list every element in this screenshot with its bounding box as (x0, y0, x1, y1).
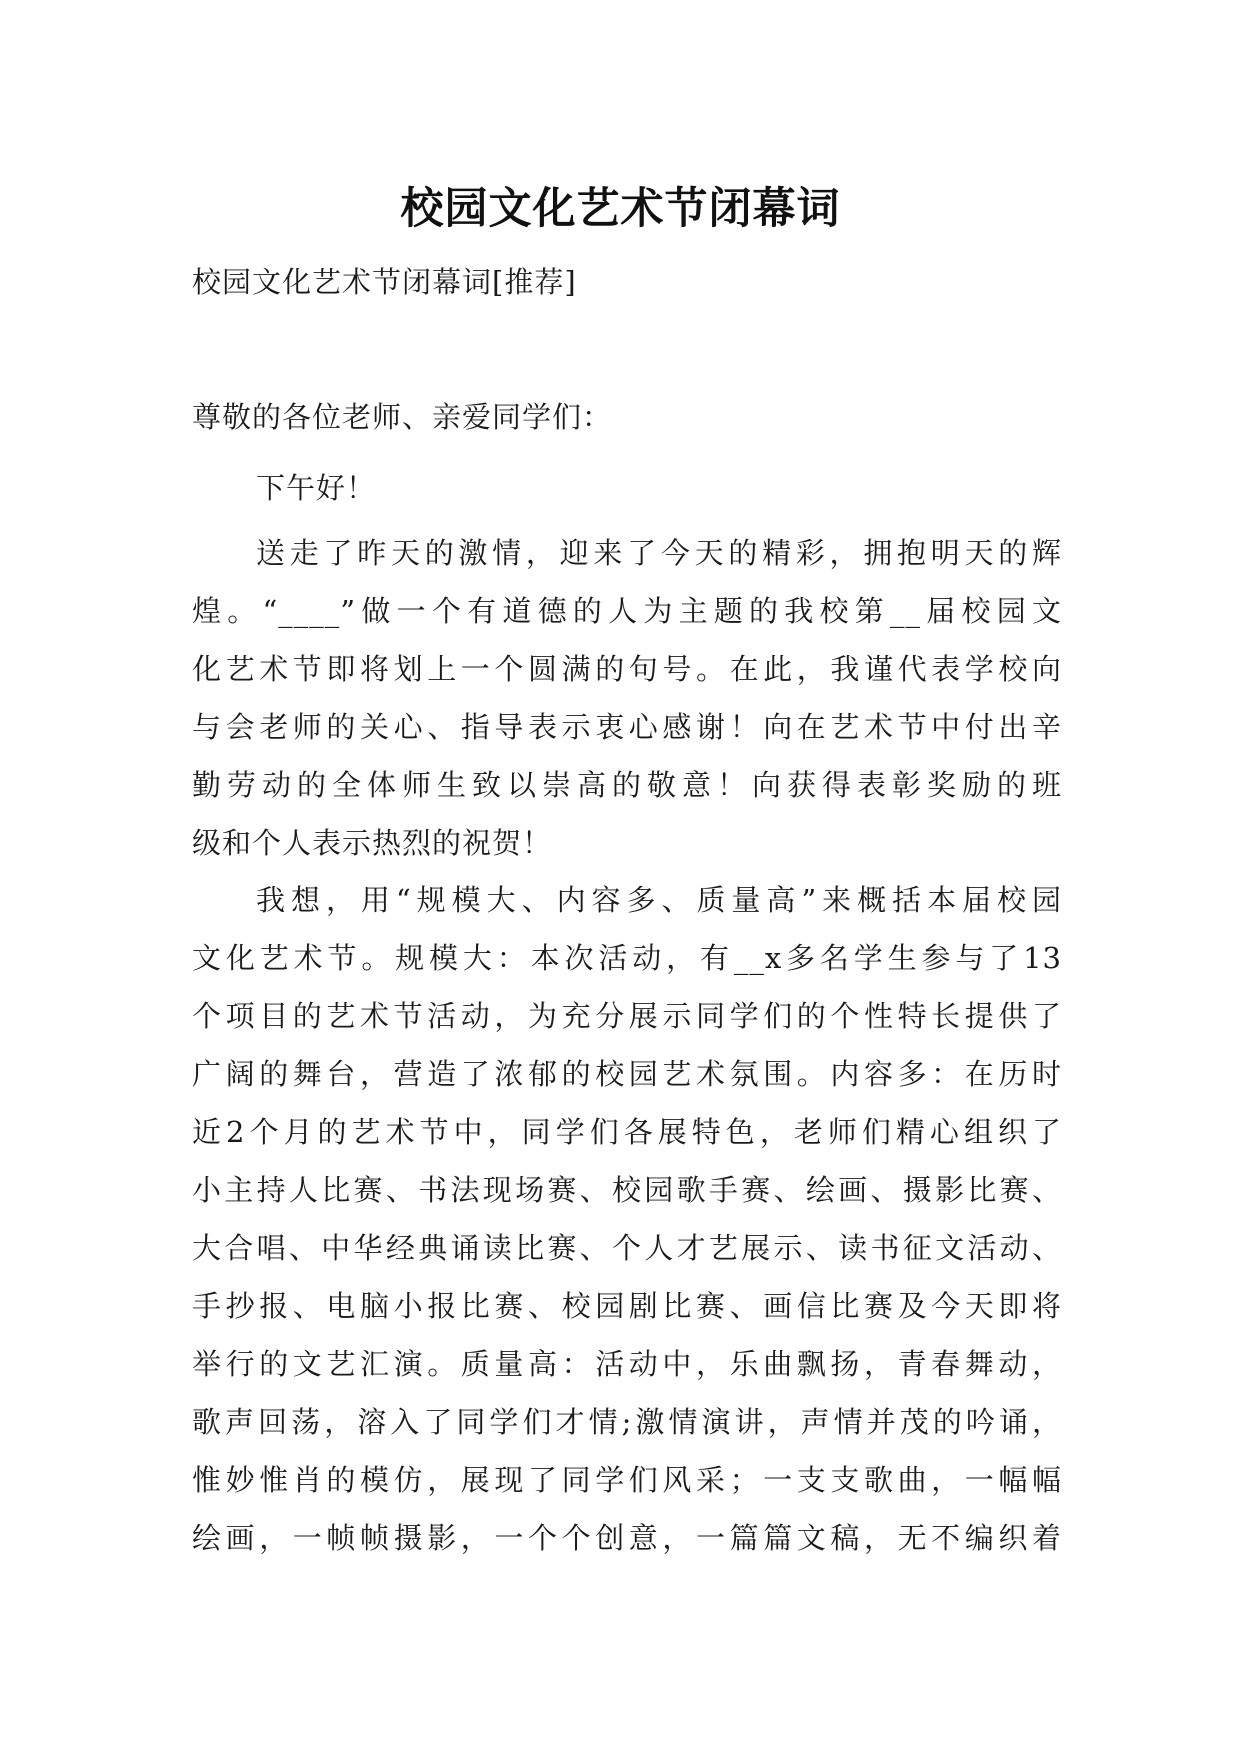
paragraph-line: 化艺术节即将划上一个圆满的句号。在此，我谨代表学校向 (192, 652, 1062, 686)
salutation-line: 尊敬的各位老师、亲爱同学们： (192, 400, 613, 434)
greeting-line: 下午好！ (256, 471, 377, 505)
paragraph-line: 手抄报、电脑小报比赛、校园剧比赛、画信比赛及今天即将 (192, 1289, 1062, 1323)
paragraph-line: 文化艺术节。规模大：本次活动，有__x多名学生参与了13 (192, 941, 1062, 975)
paragraph-line: 个项目的艺术节活动，为充分展示同学们的个性特长提供了 (192, 999, 1062, 1033)
document-title: 校园文化艺术节闭幕词 (400, 183, 841, 234)
document-subtitle: 校园文化艺术节闭幕词[推荐] (192, 265, 577, 299)
paragraph-line: 大合唱、中华经典诵读比赛、个人才艺展示、读书征文活动、 (192, 1231, 1062, 1265)
paragraph-1 (192, 524, 1062, 872)
paragraph-line: 举行的文艺汇演。质量高：活动中，乐曲飘扬，青春舞动， (192, 1347, 1062, 1381)
paragraph-line: 级和个人表示热烈的祝贺！ (192, 826, 553, 860)
paragraph-line: 歌声回荡，溶入了同学们才情;激情演讲，声情并茂的吟诵， (192, 1405, 1062, 1439)
paragraph-line: 勤劳动的全体师生致以崇高的敬意！向获得表彰奖励的班 (192, 768, 1062, 802)
paragraph-line: 小主持人比赛、书法现场赛、校园歌手赛、绘画、摄影比赛、 (192, 1173, 1062, 1207)
paragraph-line: 送走了昨天的激情，迎来了今天的精彩，拥抱明天的辉 (256, 536, 1062, 570)
paragraph-line: 近2个月的艺术节中，同学们各展特色，老师们精心组织了 (192, 1115, 1062, 1149)
paragraph-line: 与会老师的关心、指导表示衷心感谢！向在艺术节中付出辛 (192, 710, 1062, 744)
paragraph-line: 广阔的舞台，营造了浓郁的校园艺术氛围。内容多：在历时 (192, 1057, 1062, 1091)
paragraph-line: 惟妙惟肖的模仿，展现了同学们风采；一支支歌曲，一幅幅 (192, 1463, 1062, 1497)
paragraph-line: 煌。“____”做一个有道德的人为主题的我校第__届校园文 (192, 594, 1062, 628)
paragraph-line: 我想，用“规模大、内容多、质量高”来概括本届校园 (256, 883, 1062, 917)
paragraph-2 (192, 871, 1062, 1567)
paragraph-line: 绘画，一帧帧摄影，一个个创意，一篇篇文稿，无不编织着 (192, 1521, 1062, 1555)
